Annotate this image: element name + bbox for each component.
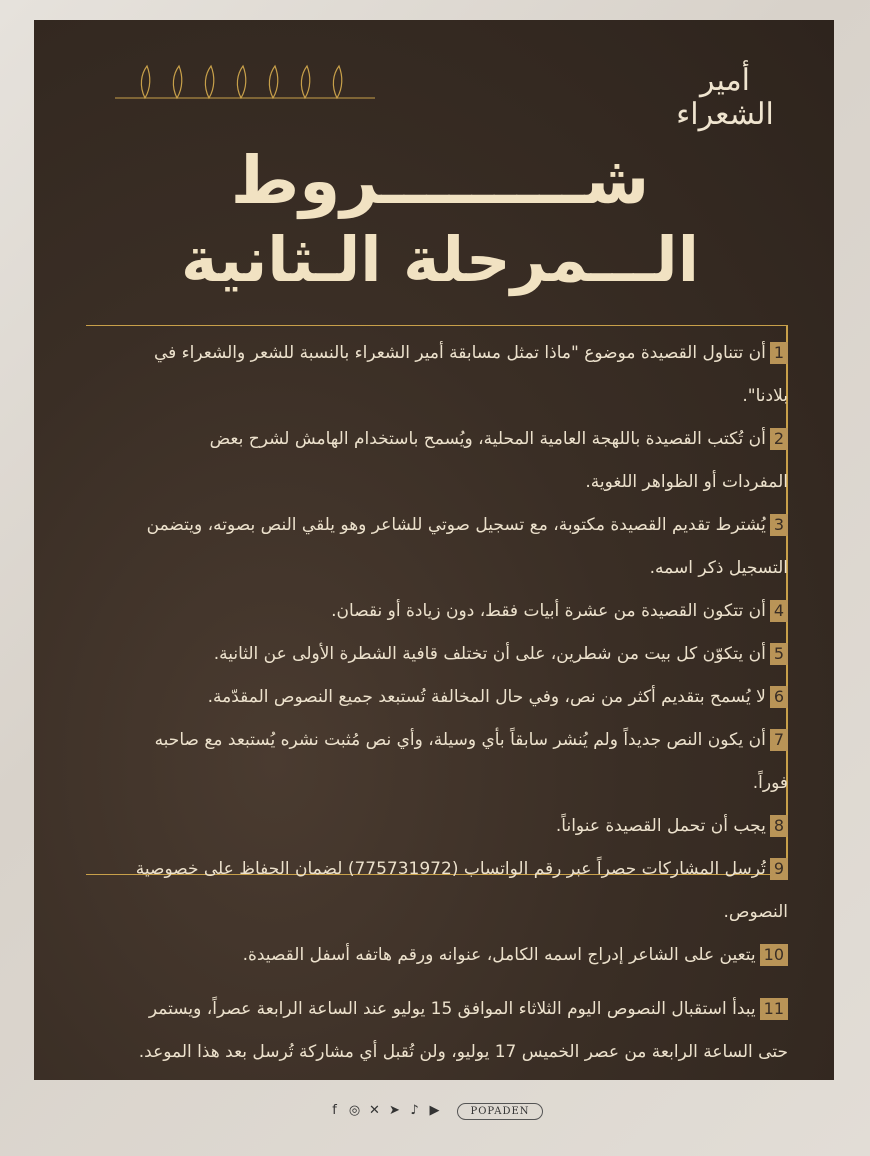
page-title-line1: شـــــــــروط <box>230 142 650 219</box>
rule-number-badge: 3 <box>770 514 788 536</box>
rule-item <box>88 719 788 805</box>
rule-text: يُشترط تقديم القصيدة مكتوبة، مع تسجيل صوتي للشاعر وهو يلقي النص بصوته، ويتضمن <box>146 515 766 535</box>
rule-item <box>88 805 788 848</box>
rule-line <box>88 332 788 375</box>
rule-text: بلادنا". <box>742 386 788 406</box>
brand-badge: POPADEN <box>457 1103 542 1120</box>
amir-alshuara-logo <box>670 60 780 150</box>
rule-text: أن تتكون القصيدة من عشرة أبيات فقط، دون زيادة أو نقصان. <box>331 601 766 621</box>
rule-text: أن تُكتب القصيدة باللهجة العامية المحلية، ويُسمح باستخدام الهامش لشرح بعض <box>209 429 766 449</box>
rule-item <box>88 504 788 590</box>
youtube-icon[interactable]: ▶ <box>429 1103 440 1118</box>
rule-line <box>88 1031 788 1074</box>
facebook-icon[interactable]: f <box>332 1103 337 1118</box>
rule-line <box>88 461 788 504</box>
rule-text: النصوص. <box>723 902 788 922</box>
rule-line <box>88 418 788 461</box>
rule-number-badge: 7 <box>770 729 788 751</box>
rule-line <box>88 848 788 891</box>
rule-line <box>88 891 788 934</box>
rule-text: فوراً. <box>752 773 788 793</box>
rule-line <box>88 988 788 1031</box>
rule-line <box>88 504 788 547</box>
instagram-icon[interactable]: ◎ <box>348 1103 361 1118</box>
rule-item <box>88 418 788 504</box>
rules-list <box>88 332 788 977</box>
rule-number-badge: 10 <box>760 944 788 966</box>
rule-line <box>88 805 788 848</box>
rule-number-badge: 4 <box>770 600 788 622</box>
x-icon[interactable]: ✕ <box>369 1103 380 1118</box>
rule-item <box>88 633 788 676</box>
rule-text: أن يكون النص جديداً ولم يُنشر سابقاً بأي وسيلة، وأي نص مُثبت نشره يُستبعد مع صاحبه <box>154 730 766 750</box>
rule-item <box>88 988 788 1074</box>
telegram-icon[interactable]: ➤ <box>389 1103 400 1118</box>
rule-line <box>88 547 788 590</box>
tiktok-icon[interactable]: ♪ <box>410 1103 419 1118</box>
rule-text: التسجيل ذكر اسمه. <box>649 558 788 578</box>
rule-line <box>88 375 788 418</box>
rule-text: المفردات أو الظواهر اللغوية. <box>585 472 788 492</box>
rule-line <box>88 590 788 633</box>
rule-number-badge: 5 <box>770 643 788 665</box>
rule-number-badge: 6 <box>770 686 788 708</box>
rule-text: أن تتناول القصيدة موضوع "ماذا تمثل مسابقة أمير الشعراء بالنسبة للشعر والشعراء في <box>153 343 766 363</box>
rule-line <box>88 719 788 762</box>
rule-item <box>88 590 788 633</box>
rule-text: تُرسل المشاركات حصراً عبر رقم الواتساب (775731972) لضمان الحفاظ على خصوصية <box>135 859 766 879</box>
rule-line <box>88 934 788 977</box>
rule-11 <box>88 988 788 1074</box>
rule-item <box>88 848 788 934</box>
page-title-line2: الـــمرحلة الـثانية <box>181 223 699 296</box>
rule-number-badge: 1 <box>770 342 788 364</box>
feather-ornament-icon <box>115 60 375 106</box>
rule-text: يتعين على الشاعر إدراج اسمه الكامل، عنوانه ورقم هاتفه أسفل القصيدة. <box>242 945 756 965</box>
rule-number-badge: 11 <box>760 998 788 1020</box>
rule-text: أن يتكوّن كل بيت من شطرين، على أن تختلف قافية الشطرة الأولى عن الثانية. <box>213 644 766 664</box>
rule-item <box>88 934 788 977</box>
rule-number-badge: 2 <box>770 428 788 450</box>
rule-line <box>88 762 788 805</box>
rule-text: يبدأ استقبال النصوص اليوم الثلاثاء الموافق 15 يوليو عند الساعة الرابعة عصراً، ويستمر <box>148 999 756 1019</box>
rule-line <box>88 676 788 719</box>
logo-text: أمير الشعراء <box>676 63 774 132</box>
rule-item <box>88 332 788 418</box>
footer <box>0 1095 870 1127</box>
rule-number-badge: 8 <box>770 815 788 837</box>
rule-text: حتى الساعة الرابعة من عصر الخميس 17 يوليو، ولن تُقبل أي مشاركة تُرسل بعد هذا الموعد. <box>138 1042 788 1062</box>
rule-number-badge: 9 <box>770 858 788 880</box>
rule-line <box>88 633 788 676</box>
rule-item <box>88 676 788 719</box>
rule-text: لا يُسمح بتقديم أكثر من نص، وفي حال المخالفة تُستبعد جميع النصوص المقدّمة. <box>207 687 766 707</box>
rule-text: يجب أن تحمل القصيدة عنواناً. <box>555 816 766 836</box>
